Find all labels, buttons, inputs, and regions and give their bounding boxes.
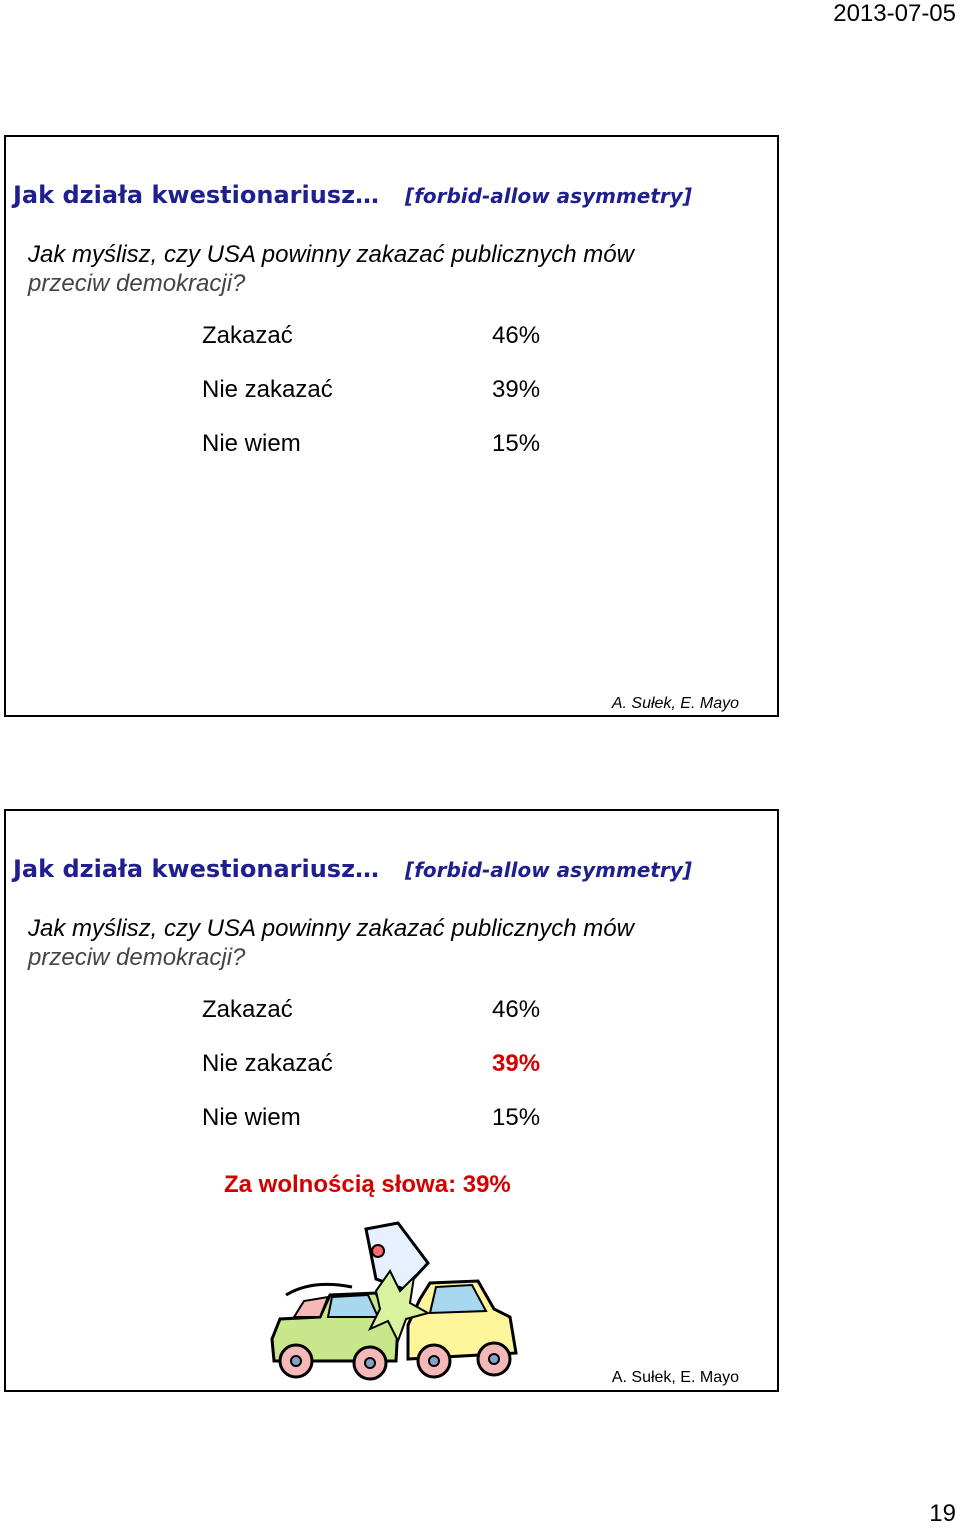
answer-row-forbid: [202, 996, 541, 1024]
slide-title-sub: [forbid-allow asymmetry]: [405, 184, 692, 208]
document-date: 2013-07-05: [833, 0, 956, 27]
slide-title-main: Jak działa kwestionariusz…: [13, 855, 380, 883]
answer-row-dont-know: [202, 1104, 541, 1132]
question-line-2: przeciw demokracji?: [28, 270, 246, 297]
answer-label: Zakazać: [202, 322, 293, 349]
answer-label: Nie wiem: [202, 430, 301, 457]
answer-label: Nie zakazać: [202, 376, 333, 403]
slide-author: A. Sułek, E. Mayo: [611, 695, 739, 712]
slide-title-main: Jak działa kwestionariusz…: [13, 181, 380, 209]
answer-percent: 15%: [492, 1104, 541, 1131]
survey-question: [28, 240, 768, 298]
answer-label: Zakazać: [202, 996, 293, 1023]
slide-title: [13, 181, 692, 209]
car-crash-clipart-icon: [258, 1221, 528, 1386]
answer-label: Nie zakazać: [202, 1050, 333, 1077]
answer-percent: 46%: [492, 322, 541, 349]
slide-author: A. Sułek, E. Mayo: [611, 1369, 739, 1386]
conclusion-text: Za wolnością słowa: 39%: [224, 1171, 511, 1198]
answer-row-forbid: [202, 322, 541, 350]
answer-row-dont-know: [202, 430, 541, 458]
survey-question: [28, 914, 768, 972]
question-line-2: przeciw demokracji?: [28, 944, 246, 971]
slide-2: [4, 809, 779, 1392]
slide-title: [13, 855, 692, 883]
answer-percent-highlighted: 39%: [492, 1050, 541, 1077]
answer-percent: 39%: [492, 376, 541, 403]
answer-percent: 15%: [492, 430, 541, 457]
answer-row-not-forbid: [202, 376, 541, 404]
slide-title-sub: [forbid-allow asymmetry]: [405, 858, 692, 882]
answer-row-not-forbid: [202, 1050, 541, 1078]
page-number: 19: [929, 1500, 956, 1527]
question-line-1: Jak myślisz, czy USA powinny zakazać publicznych mów: [28, 241, 634, 268]
question-line-1: Jak myślisz, czy USA powinny zakazać publicznych mów: [28, 915, 634, 942]
slide-1: [4, 135, 779, 717]
answer-label: Nie wiem: [202, 1104, 301, 1131]
answer-percent: 46%: [492, 996, 541, 1023]
